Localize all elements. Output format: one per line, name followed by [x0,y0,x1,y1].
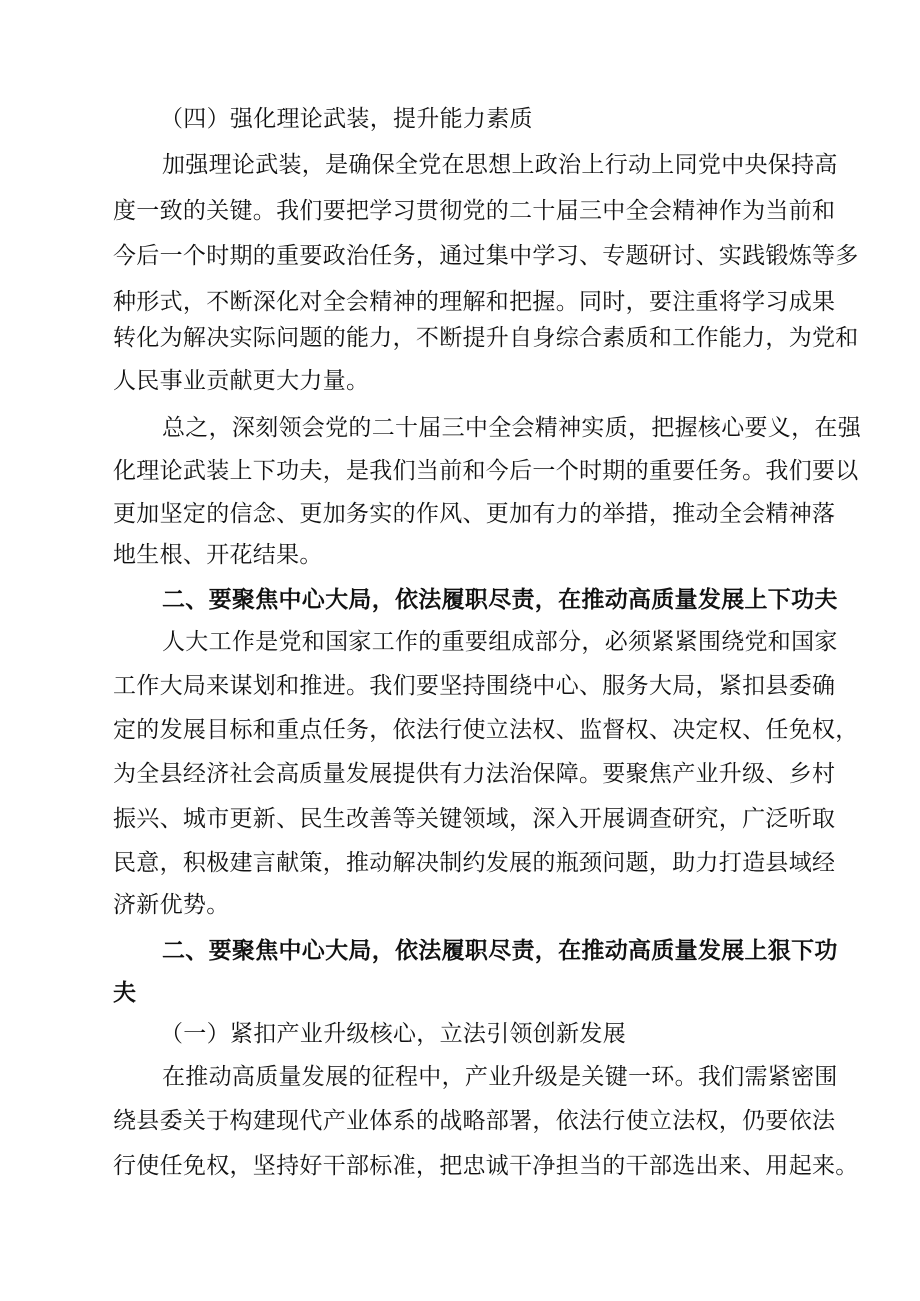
paragraph-line: 民意，积极建言献策，推动解决制约发展的瓶颈问题，助力打造县域经 [113,850,836,876]
paragraph-line: 工作大局来谋划和推进。我们要坚持围绕中心、服务大局，紧扣县委确 [113,673,836,699]
paragraph-line: 绕县委关于构建现代产业体系的战略部署，依法行使立法权，仍要依法 [113,1108,836,1134]
section-heading-2-repeat-cont: 夫 [113,979,137,1006]
paragraph-line: 加强理论武装，是确保全党在思想上政治上行动上同党中央保持高 [162,152,838,178]
paragraph-line: 种形式，不断深化对全会精神的理解和把握。同时，要注重将学习成果 [113,289,836,315]
subheading-industry-upgrade: （一）紧扣产业升级核心，立法引领创新发展 [160,1021,626,1047]
paragraph-line: 行使任免权，坚持好干部标准，把忠诚干净担当的干部选出来、用起来。 [113,1153,859,1179]
paragraph-line: 地生根、开花结果。 [113,542,323,568]
paragraph-line: 总之，深刻领会党的二十届三中全会精神实质，把握核心要义，在强 [162,415,861,441]
section-heading-2: 二、要聚焦中心大局，依法履职尽责，在推动高质量发展上下功夫 [162,586,838,613]
paragraph-line: 振兴、城市更新、民生改善等关键领域，深入开展调查研究，广泛听取 [113,806,836,832]
paragraph-line: 人大工作是党和国家工作的重要组成部分，必须紧紧围绕党和国家 [162,629,838,655]
paragraph-line: 人民事业贡献更大力量。 [113,368,370,394]
section-heading-2-repeat: 二、要聚焦中心大局，依法履职尽责，在推动高质量发展上狠下功 [162,937,838,964]
subheading-strengthen-theory: （四）强化理论武装，提升能力素质 [160,106,533,132]
paragraph-line: 更加坚定的信念、更加务实的作风、更加有力的举措，推动全会精神落 [113,501,836,527]
paragraph-line: 为全县经济社会高质量发展提供有力法治保障。要聚焦产业升级、乡村 [113,761,836,787]
paragraph-line: 度一致的关键。我们要把学习贯彻党的二十届三中全会精神作为当前和 [113,198,836,224]
paragraph-line: 化理论武装上下功夫，是我们当前和今后一个时期的重要任务。我们要以 [113,458,859,484]
paragraph-line: 在推动高质量发展的征程中，产业升级是关键一环。我们需紧密围 [162,1064,838,1090]
paragraph-line: 转化为解决实际问题的能力，不断提升自身综合素质和工作能力，为党和 [113,325,859,351]
paragraph-line: 定的发展目标和重点任务，依法行使立法权、监督权、决定权、任免权， [113,717,859,743]
paragraph-line: 今后一个时期的重要政治任务，通过集中学习、专题研讨、实践锻炼等多 [113,243,859,269]
paragraph-line: 济新优势。 [113,892,230,918]
